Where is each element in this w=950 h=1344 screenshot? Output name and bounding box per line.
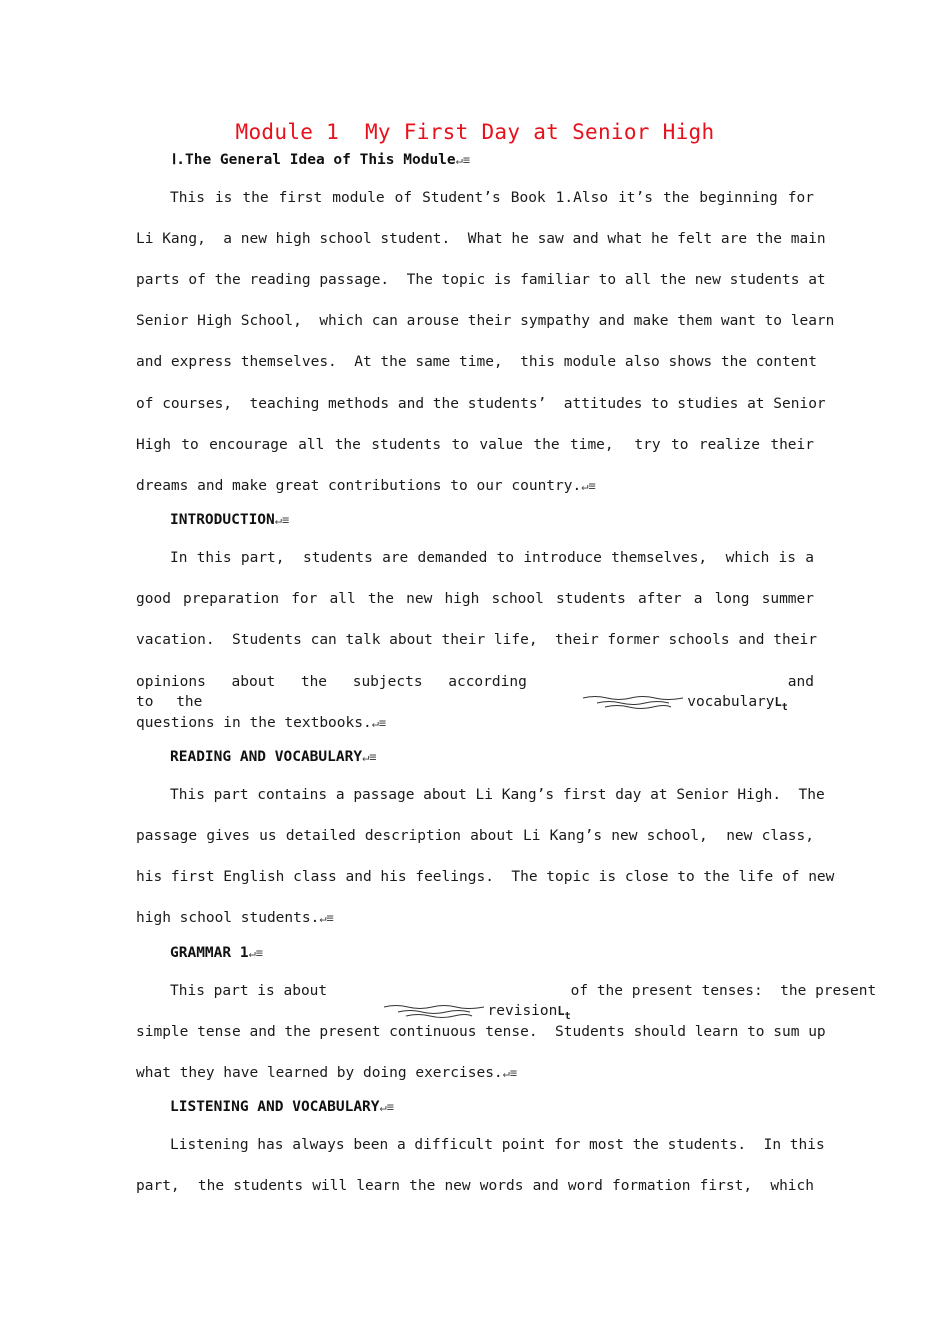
paragraph-line: good preparation for all the new high school students after a long summer [136, 591, 814, 607]
section-heading-general [172, 152, 470, 168]
paragraph-line: part, the students will learn the new words and word formation first, which [136, 1178, 814, 1194]
paragraph-mark-icon: ↵≡ [581, 479, 596, 493]
line-text: what they have learned by doing exercises. [136, 1065, 503, 1081]
heading-text: INTRODUCTION [170, 512, 275, 528]
comment-marker-icon: L [774, 695, 782, 709]
comment-marker-icon: L [557, 1004, 565, 1018]
section-heading-listening [170, 1099, 394, 1115]
line-text: of the present tenses: the present [570, 983, 877, 999]
vocabulary-word: vocabulary [687, 694, 775, 710]
paragraph-mark-icon: ↵≡ [319, 911, 334, 925]
heading-text: GRAMMAR 1 [170, 945, 249, 961]
paragraph-line: In this part, students are demanded to introduce themselves, which is a [170, 550, 814, 566]
paragraph-line: Li Kang, a new high school student. What he saw and what he felt are the main [136, 231, 826, 247]
paragraph-line: parts of the reading passage. The topic is familiar to all the new students at [136, 272, 826, 288]
comment-marker-sub: t [564, 1011, 571, 1022]
paragraph-line: passage gives us detailed description about Li Kang’s new school, new class, [136, 828, 814, 844]
paragraph-line: Listening has always been a difficult point for most the students. In this [170, 1137, 825, 1153]
paragraph-line [136, 908, 814, 928]
line-text: questions in the textbooks. [136, 715, 372, 731]
line-text: opinions about the subjects according to the [136, 674, 527, 710]
page-title: Module 1 My First Day at Senior High [235, 120, 715, 144]
paragraph-mark-icon: ↵≡ [371, 716, 387, 730]
section-heading-grammar [170, 945, 263, 961]
paragraph-line: his first English class and his feelings. The topic is close to the life of new [136, 869, 835, 885]
wavy-underline-icon [382, 1003, 486, 1019]
paragraph-line: vacation. Students can talk about their life, their former schools and their [136, 632, 817, 648]
heading-text: Ⅰ.The General Idea of This Module [172, 152, 456, 168]
paragraph-line: This is the first module of Student’s Book 1.Also it’s the beginning for [170, 190, 814, 206]
paragraph-mark-icon: ↵≡ [274, 513, 290, 527]
paragraph-line: This part contains a passage about Li Kang’s first day at Senior High. The [170, 787, 825, 803]
heading-text: READING AND VOCABULARY [170, 749, 363, 765]
heading-text: LISTENING AND VOCABULARY [170, 1099, 380, 1115]
paragraph-mark-icon: ↵≡ [455, 153, 471, 167]
line-text: high school students. [136, 910, 320, 926]
wavy-underline-icon [581, 694, 685, 710]
paragraph-mark-icon: ↵≡ [248, 946, 264, 960]
paragraph-line: of courses, teaching methods and the students’ attitudes to studies at Senior [136, 396, 826, 412]
comment-marker-sub: t [781, 702, 788, 713]
line-text: and [787, 674, 814, 690]
section-heading-introduction [170, 512, 289, 528]
revision-word: revision [487, 1003, 558, 1019]
paragraph-line: High to encourage all the students to value the time, try to realize their [136, 437, 814, 453]
paragraph-line: Senior High School, which can arouse their sympathy and make them want to learn [136, 313, 835, 329]
paragraph-mark-icon: ↵≡ [379, 1100, 394, 1114]
paragraph-mark-icon: ↵≡ [362, 750, 377, 764]
paragraph-line: simple tense and the present continuous tense. Students should learn to sum up [136, 1024, 826, 1040]
paragraph-line: and express themselves. At the same time, this module also shows the content [136, 354, 817, 370]
paragraph-line [136, 713, 814, 733]
paragraph-mark-icon: ↵≡ [502, 1066, 518, 1080]
section-heading-reading [170, 749, 377, 765]
line-text: This part is about [170, 983, 328, 999]
paragraph-line [136, 1063, 814, 1083]
line-text: dreams and make great contributions to our country. [136, 478, 582, 494]
paragraph-line [136, 476, 814, 496]
